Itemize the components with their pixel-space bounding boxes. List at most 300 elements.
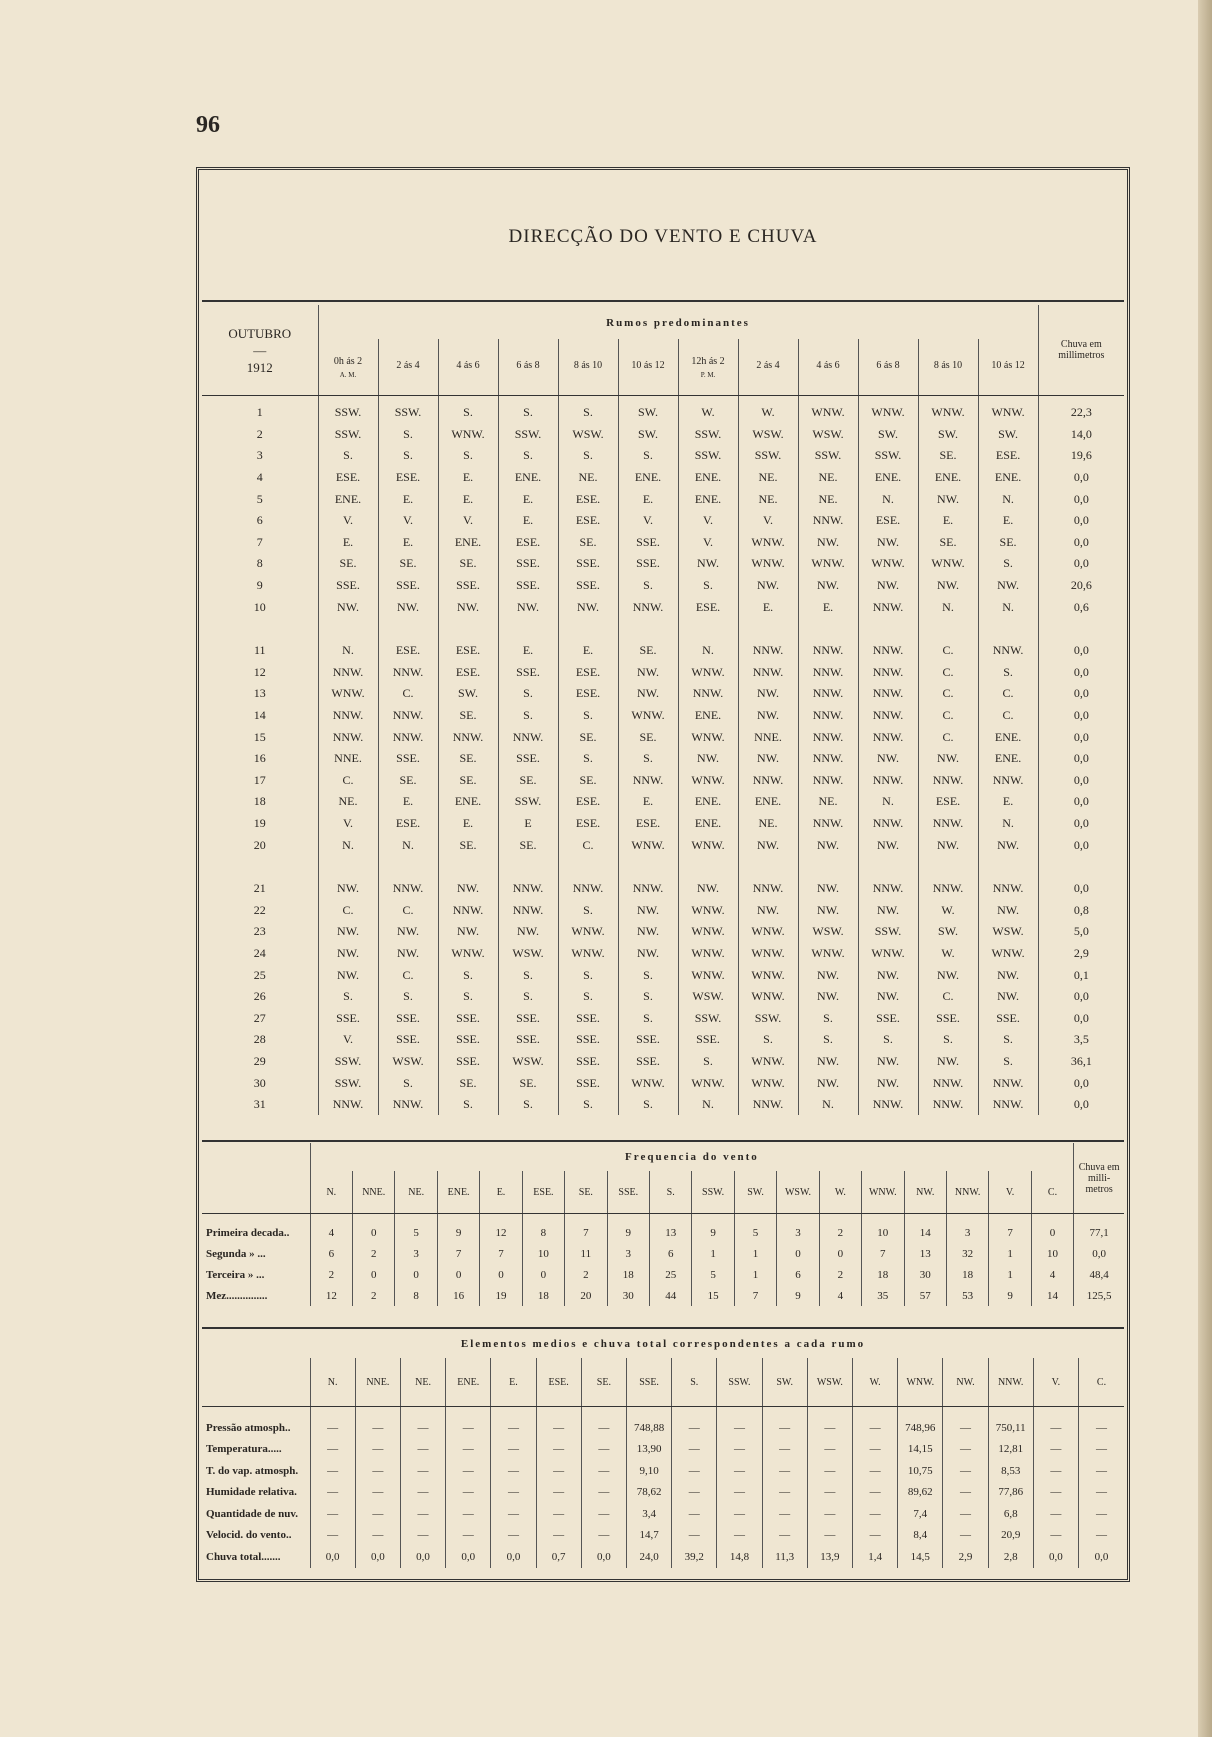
- page-title: DIRECÇÃO DO VENTO E CHUVA: [508, 226, 818, 247]
- day-number: 25: [253, 967, 266, 982]
- wind-direction-cell: ENE.: [438, 532, 498, 554]
- wind-direction-cell: S.: [978, 1029, 1038, 1051]
- wind-direction-cell: NNW.: [498, 726, 558, 748]
- wind-direction-cell: ENE.: [438, 791, 498, 813]
- rain-cell: 0,0: [1038, 1094, 1124, 1116]
- hour-column-header: [678, 339, 738, 396]
- freq-rain-cell: 125,5: [1074, 1285, 1124, 1306]
- wind-direction-cell: NW.: [798, 899, 858, 921]
- wind-direction-cell: N.: [678, 618, 738, 662]
- freq-column-header: C.: [1031, 1171, 1073, 1214]
- wind-direction-cell: SE.: [498, 834, 558, 856]
- elements-value-cell: —: [310, 1460, 355, 1482]
- elements-value-cell: 14,8: [717, 1546, 762, 1568]
- freq-column-header: W.: [819, 1171, 861, 1214]
- wind-direction-cell: NNW.: [858, 1094, 918, 1116]
- wind-direction-cell: SE.: [318, 553, 378, 575]
- wind-direction-cell: NW.: [798, 1051, 858, 1073]
- wind-direction-cell: ESE.: [558, 791, 618, 813]
- page-edge: [1198, 0, 1212, 1737]
- wind-direction-cell: WNW.: [978, 943, 1038, 965]
- wind-direction-cell: SSE.: [558, 553, 618, 575]
- wind-direction-cell: V.: [738, 510, 798, 532]
- wind-direction-cell: C.: [918, 986, 978, 1008]
- elements-value-cell: —: [446, 1482, 491, 1504]
- elements-column-header: NE.: [400, 1358, 445, 1407]
- elements-value-cell: 78,62: [626, 1482, 671, 1504]
- elements-value-cell: 0,0: [446, 1546, 491, 1568]
- wind-direction-cell: SE.: [498, 770, 558, 792]
- hour-label: 8 ás 10: [933, 359, 963, 371]
- freq-value-cell: 8: [522, 1214, 564, 1244]
- wind-direction-cell: ESE.: [978, 445, 1038, 467]
- day-number: 16: [253, 751, 266, 766]
- wind-direction-cell: E.: [498, 510, 558, 532]
- elements-value-cell: —: [1079, 1482, 1125, 1504]
- wind-direction-cell: C.: [918, 618, 978, 662]
- wind-direction-cell: SSW.: [378, 396, 438, 424]
- wind-direction-cell: WNW.: [558, 943, 618, 965]
- wind-direction-cell: NNW.: [618, 856, 678, 900]
- wind-direction-cell: SSE.: [558, 575, 618, 597]
- wind-direction-cell: SSE.: [678, 1029, 738, 1051]
- wind-direction-cell: SE.: [378, 553, 438, 575]
- elements-value-cell: —: [491, 1407, 536, 1439]
- wind-direction-cell: NW.: [378, 921, 438, 943]
- wind-direction-cell: NW.: [558, 596, 618, 618]
- elements-value-cell: —: [1079, 1460, 1125, 1482]
- wind-direction-cell: NNW.: [858, 596, 918, 618]
- rain-cell: 0,6: [1038, 596, 1124, 618]
- elements-value-cell: —: [717, 1503, 762, 1525]
- elements-value-cell: —: [943, 1407, 988, 1439]
- wind-direction-table: [202, 305, 1124, 1115]
- wind-direction-cell: WNW.: [738, 553, 798, 575]
- wind-direction-cell: SSE.: [558, 1029, 618, 1051]
- wind-direction-cell: SSE.: [558, 1007, 618, 1029]
- wind-direction-cell: NW.: [738, 834, 798, 856]
- wind-direction-cell: SSE.: [858, 1007, 918, 1029]
- elements-value-cell: —: [717, 1482, 762, 1504]
- elements-value-cell: —: [310, 1407, 355, 1439]
- wind-direction-cell: E.: [558, 618, 618, 662]
- table-row: [202, 964, 1124, 986]
- wind-direction-cell: SE.: [618, 618, 678, 662]
- freq-value-cell: 6: [310, 1243, 352, 1264]
- table-row: [202, 445, 1124, 467]
- rain-cell: 5,0: [1038, 921, 1124, 943]
- freq-group-header: [310, 1143, 1074, 1171]
- wind-direction-cell: WNW.: [618, 705, 678, 727]
- wind-direction-cell: NE.: [798, 791, 858, 813]
- wind-direction-cell: NNW.: [858, 705, 918, 727]
- wind-direction-cell: V.: [678, 532, 738, 554]
- table-row: [202, 1439, 1124, 1461]
- wind-direction-cell: SSE.: [378, 1007, 438, 1029]
- wind-direction-cell: NW.: [438, 921, 498, 943]
- table-row: [202, 726, 1124, 748]
- wind-direction-cell: ENE.: [978, 748, 1038, 770]
- wind-direction-cell: WNW.: [678, 770, 738, 792]
- freq-rain-cell: 48,4: [1074, 1264, 1124, 1285]
- elements-value-cell: 0,0: [310, 1546, 355, 1568]
- wind-direction-cell: V.: [378, 510, 438, 532]
- wind-direction-cell: NNW.: [798, 705, 858, 727]
- elements-value-cell: —: [400, 1407, 445, 1439]
- table-row: [202, 986, 1124, 1008]
- wind-direction-cell: S.: [378, 424, 438, 446]
- wind-direction-cell: NW.: [858, 964, 918, 986]
- elements-value-cell: —: [446, 1439, 491, 1461]
- freq-value-cell: 4: [819, 1285, 861, 1306]
- wind-direction-cell: E.: [318, 532, 378, 554]
- elements-value-cell: —: [355, 1503, 400, 1525]
- rain-cell: 0,0: [1038, 770, 1124, 792]
- wind-direction-cell: ENE.: [678, 705, 738, 727]
- day-number: 23: [253, 924, 266, 939]
- wind-direction-cell: SSE.: [438, 1029, 498, 1051]
- wind-direction-cell: E.: [438, 813, 498, 835]
- table-row: [202, 467, 1124, 489]
- day-number: 22: [253, 902, 266, 917]
- elements-value-cell: 6,8: [988, 1503, 1033, 1525]
- day-number: 15: [253, 729, 266, 744]
- freq-row-label: Terceira » ...: [206, 1268, 265, 1281]
- wind-direction-cell: NW.: [798, 834, 858, 856]
- wind-direction-cell: NW.: [918, 834, 978, 856]
- elements-value-cell: —: [943, 1503, 988, 1525]
- elements-column-header: ENE.: [446, 1358, 491, 1407]
- elements-value-cell: 750,11: [988, 1407, 1033, 1439]
- wind-direction-cell: E.: [798, 596, 858, 618]
- elements-column-header: NNE.: [355, 1358, 400, 1407]
- wind-direction-cell: WNW.: [678, 964, 738, 986]
- wind-direction-cell: ESE.: [558, 662, 618, 684]
- elements-value-cell: 748,88: [626, 1407, 671, 1439]
- freq-value-cell: 2: [565, 1264, 607, 1285]
- freq-value-cell: 7: [734, 1285, 776, 1306]
- elements-value-cell: —: [491, 1482, 536, 1504]
- elements-value-cell: 77,86: [988, 1482, 1033, 1504]
- freq-column-header: SSE.: [607, 1171, 649, 1214]
- freq-value-cell: 15: [692, 1285, 734, 1306]
- elements-value-cell: —: [355, 1525, 400, 1547]
- freq-value-cell: 8: [395, 1285, 437, 1306]
- elements-column-header: N.: [310, 1358, 355, 1407]
- freq-value-cell: 5: [734, 1214, 776, 1244]
- elements-value-cell: 2,8: [988, 1546, 1033, 1568]
- wind-direction-cell: NNE.: [738, 726, 798, 748]
- wind-direction-cell: ESE.: [378, 467, 438, 489]
- wind-direction-cell: NE.: [558, 467, 618, 489]
- hour-column-header: [318, 339, 378, 396]
- wind-direction-cell: N.: [978, 813, 1038, 835]
- freq-rain-cell: 0,0: [1074, 1243, 1124, 1264]
- elements-value-cell: —: [310, 1503, 355, 1525]
- freq-value-cell: 2: [819, 1214, 861, 1244]
- rain-cell: 2,9: [1038, 943, 1124, 965]
- freq-value-cell: 0: [480, 1264, 522, 1285]
- wind-direction-cell: NW.: [978, 986, 1038, 1008]
- wind-direction-cell: NNW.: [798, 748, 858, 770]
- wind-direction-cell: S.: [798, 1029, 858, 1051]
- elements-value-cell: —: [536, 1482, 581, 1504]
- wind-direction-cell: S.: [618, 964, 678, 986]
- wind-direction-cell: SSE.: [498, 1007, 558, 1029]
- wind-direction-cell: SSE.: [498, 748, 558, 770]
- wind-direction-cell: V.: [318, 510, 378, 532]
- freq-value-cell: 19: [480, 1285, 522, 1306]
- elements-value-cell: —: [807, 1503, 852, 1525]
- rain-cell: 0,0: [1038, 856, 1124, 900]
- hour-column-header: [978, 339, 1038, 396]
- wind-direction-cell: SSE.: [618, 1029, 678, 1051]
- wind-direction-cell: SSE.: [318, 575, 378, 597]
- freq-value-cell: 20: [565, 1285, 607, 1306]
- wind-direction-cell: SW.: [918, 921, 978, 943]
- wind-direction-cell: NNW.: [318, 726, 378, 748]
- wind-direction-cell: SE.: [918, 532, 978, 554]
- elements-value-cell: —: [581, 1482, 626, 1504]
- wind-direction-cell: NW.: [978, 964, 1038, 986]
- wind-direction-cell: SSE.: [438, 1051, 498, 1073]
- wind-direction-cell: NNW.: [558, 856, 618, 900]
- wind-direction-cell: ENE.: [918, 467, 978, 489]
- day-number: 17: [253, 772, 266, 787]
- elements-column-header: NNW.: [988, 1358, 1033, 1407]
- day-number: 18: [253, 794, 266, 809]
- freq-value-cell: 12: [310, 1285, 352, 1306]
- wind-direction-cell: NW.: [858, 834, 918, 856]
- wind-direction-cell: S.: [558, 899, 618, 921]
- wind-direction-cell: SSE.: [498, 575, 558, 597]
- wind-direction-cell: NW.: [678, 856, 738, 900]
- day-number: 9: [256, 578, 263, 593]
- wind-direction-cell: ENE.: [618, 467, 678, 489]
- wind-direction-cell: SSE.: [918, 1007, 978, 1029]
- hour-label: 2 ás 4: [396, 359, 420, 371]
- elements-value-cell: 8,4: [898, 1525, 943, 1547]
- elements-group-header: [202, 1330, 1124, 1358]
- elements-value-cell: —: [446, 1460, 491, 1482]
- wind-direction-cell: NW.: [498, 596, 558, 618]
- wind-direction-cell: NNW.: [798, 726, 858, 748]
- freq-value-cell: 10: [522, 1243, 564, 1264]
- wind-direction-cell: NW.: [858, 1072, 918, 1094]
- wind-direction-cell: E.: [978, 791, 1038, 813]
- rain-cell: 20,6: [1038, 575, 1124, 597]
- wind-direction-cell: WNW.: [738, 921, 798, 943]
- wind-direction-cell: NNW.: [498, 899, 558, 921]
- wind-direction-cell: S.: [978, 662, 1038, 684]
- elements-value-cell: 14,5: [898, 1546, 943, 1568]
- elements-value-cell: —: [672, 1407, 717, 1439]
- wind-direction-cell: SSE.: [378, 748, 438, 770]
- elements-value-cell: 13,9: [807, 1546, 852, 1568]
- elements-value-cell: —: [672, 1482, 717, 1504]
- wind-direction-cell: ESE.: [558, 683, 618, 705]
- wind-direction-cell: ESE.: [558, 813, 618, 835]
- elements-column-header: SSE.: [626, 1358, 671, 1407]
- wind-direction-cell: NW.: [738, 575, 798, 597]
- month-header: [202, 305, 318, 396]
- wind-direction-cell: ESE.: [618, 813, 678, 835]
- wind-direction-cell: N.: [858, 791, 918, 813]
- wind-direction-cell: S.: [618, 575, 678, 597]
- freq-value-cell: 10: [862, 1214, 904, 1244]
- elements-value-cell: 11,3: [762, 1546, 807, 1568]
- elements-value-cell: —: [672, 1460, 717, 1482]
- freq-value-cell: 5: [692, 1264, 734, 1285]
- wind-direction-cell: NW.: [678, 553, 738, 575]
- hour-column-header: [618, 339, 678, 396]
- hour-column-header: [798, 339, 858, 396]
- wind-direction-cell: NW.: [318, 856, 378, 900]
- elements-value-cell: —: [536, 1439, 581, 1461]
- elements-value-cell: 2,9: [943, 1546, 988, 1568]
- rain-cell: 0,0: [1038, 726, 1124, 748]
- elements-value-cell: —: [943, 1482, 988, 1504]
- elements-row-label: Chuva total.......: [206, 1550, 281, 1563]
- wind-direction-cell: ESE.: [558, 510, 618, 532]
- table-row: [202, 899, 1124, 921]
- hour-column-header: [918, 339, 978, 396]
- elements-value-cell: —: [491, 1525, 536, 1547]
- wind-direction-cell: S.: [318, 445, 378, 467]
- wind-direction-cell: S.: [438, 964, 498, 986]
- wind-direction-cell: S.: [378, 986, 438, 1008]
- freq-value-cell: 30: [904, 1264, 946, 1285]
- wind-direction-cell: NW.: [918, 748, 978, 770]
- table-row: [202, 705, 1124, 727]
- table-row: [202, 1243, 1124, 1264]
- wind-direction-cell: S.: [618, 748, 678, 770]
- freq-value-cell: 7: [862, 1243, 904, 1264]
- freq-value-cell: 0: [522, 1264, 564, 1285]
- elements-value-cell: —: [310, 1525, 355, 1547]
- wind-direction-cell: V.: [318, 1029, 378, 1051]
- elements-value-cell: —: [1033, 1482, 1078, 1504]
- hours-header-row: [202, 339, 1124, 396]
- elements-row-label: Quantidade de nuv.: [206, 1507, 299, 1520]
- wind-direction-cell: WNW.: [438, 943, 498, 965]
- elements-table: [202, 1330, 1124, 1568]
- wind-direction-cell: SSE.: [558, 1051, 618, 1073]
- elements-value-cell: —: [310, 1482, 355, 1504]
- table-row: [202, 943, 1124, 965]
- wind-direction-cell: SSE.: [558, 1072, 618, 1094]
- freq-column-header: NNW.: [946, 1171, 988, 1214]
- wind-direction-cell: S.: [858, 1029, 918, 1051]
- freq-value-cell: 1: [734, 1264, 776, 1285]
- hour-label: 6 ás 8: [876, 359, 900, 371]
- elements-row-label: Temperatura.....: [206, 1443, 282, 1456]
- elements-value-cell: —: [355, 1407, 400, 1439]
- day-number: 11: [253, 643, 266, 658]
- wind-direction-cell: S.: [918, 1029, 978, 1051]
- wind-direction-cell: V.: [618, 510, 678, 532]
- freq-label-column: [202, 1171, 310, 1214]
- freq-value-cell: 25: [649, 1264, 691, 1285]
- wind-direction-cell: C.: [978, 705, 1038, 727]
- elements-value-cell: 14,15: [898, 1439, 943, 1461]
- wind-direction-cell: WSW.: [678, 986, 738, 1008]
- wind-direction-cell: NW.: [318, 964, 378, 986]
- wind-direction-cell: W.: [738, 396, 798, 424]
- day-number: 28: [253, 1032, 266, 1047]
- wind-direction-cell: NE.: [798, 488, 858, 510]
- wind-direction-cell: W.: [918, 899, 978, 921]
- wind-direction-cell: NW.: [618, 899, 678, 921]
- wind-direction-cell: WNW.: [678, 662, 738, 684]
- freq-value-cell: 18: [522, 1285, 564, 1306]
- elements-value-cell: —: [400, 1439, 445, 1461]
- elements-value-cell: —: [717, 1525, 762, 1547]
- wind-direction-cell: S.: [558, 396, 618, 424]
- wind-direction-cell: NNW.: [858, 770, 918, 792]
- wind-direction-cell: NNW.: [858, 856, 918, 900]
- wind-direction-cell: WNW.: [738, 532, 798, 554]
- wind-direction-cell: N.: [318, 618, 378, 662]
- table-row: [202, 553, 1124, 575]
- freq-value-cell: 7: [989, 1214, 1031, 1244]
- wind-direction-cell: S.: [498, 396, 558, 424]
- wind-direction-cell: ENE.: [678, 467, 738, 489]
- wind-direction-cell: NNW.: [318, 705, 378, 727]
- wind-direction-cell: NW.: [858, 532, 918, 554]
- day-number: 21: [253, 881, 266, 896]
- elements-value-cell: —: [852, 1482, 897, 1504]
- day-number: 29: [253, 1053, 266, 1068]
- rain-cell: 0,0: [1038, 834, 1124, 856]
- rain-cell: 0,0: [1038, 791, 1124, 813]
- wind-direction-cell: SSW.: [798, 445, 858, 467]
- elements-value-cell: —: [807, 1407, 852, 1439]
- freq-column-header: E.: [480, 1171, 522, 1214]
- elements-value-cell: 0,7: [536, 1546, 581, 1568]
- freq-value-cell: 57: [904, 1285, 946, 1306]
- wind-direction-cell: NW.: [318, 943, 378, 965]
- freq-column-header: V.: [989, 1171, 1031, 1214]
- wind-direction-cell: NNW.: [918, 1072, 978, 1094]
- elements-value-cell: —: [355, 1439, 400, 1461]
- freq-column-header: SW.: [734, 1171, 776, 1214]
- wind-direction-cell: ENE.: [858, 467, 918, 489]
- freq-value-cell: 11: [565, 1243, 607, 1264]
- freq-column-header: S.: [649, 1171, 691, 1214]
- elements-value-cell: —: [1079, 1503, 1125, 1525]
- wind-direction-cell: SSE.: [498, 662, 558, 684]
- wind-direction-cell: ENE.: [678, 813, 738, 835]
- wind-direction-cell: WNW.: [618, 1072, 678, 1094]
- wind-direction-cell: WSW.: [498, 943, 558, 965]
- table-row: [202, 488, 1124, 510]
- freq-value-cell: 6: [777, 1264, 819, 1285]
- elements-value-cell: 39,2: [672, 1546, 717, 1568]
- day-number: 20: [253, 837, 266, 852]
- wind-direction-cell: NNW.: [318, 1094, 378, 1116]
- elements-column-header: WNW.: [898, 1358, 943, 1407]
- wind-direction-cell: E.: [738, 596, 798, 618]
- wind-direction-cell: NW.: [618, 683, 678, 705]
- freq-value-cell: 2: [310, 1264, 352, 1285]
- wind-direction-cell: N.: [978, 488, 1038, 510]
- hour-column-header: [858, 339, 918, 396]
- freq-value-cell: 18: [862, 1264, 904, 1285]
- freq-value-cell: 1: [989, 1264, 1031, 1285]
- hour-label: 4 ás 6: [456, 359, 480, 371]
- wind-direction-cell: S.: [498, 705, 558, 727]
